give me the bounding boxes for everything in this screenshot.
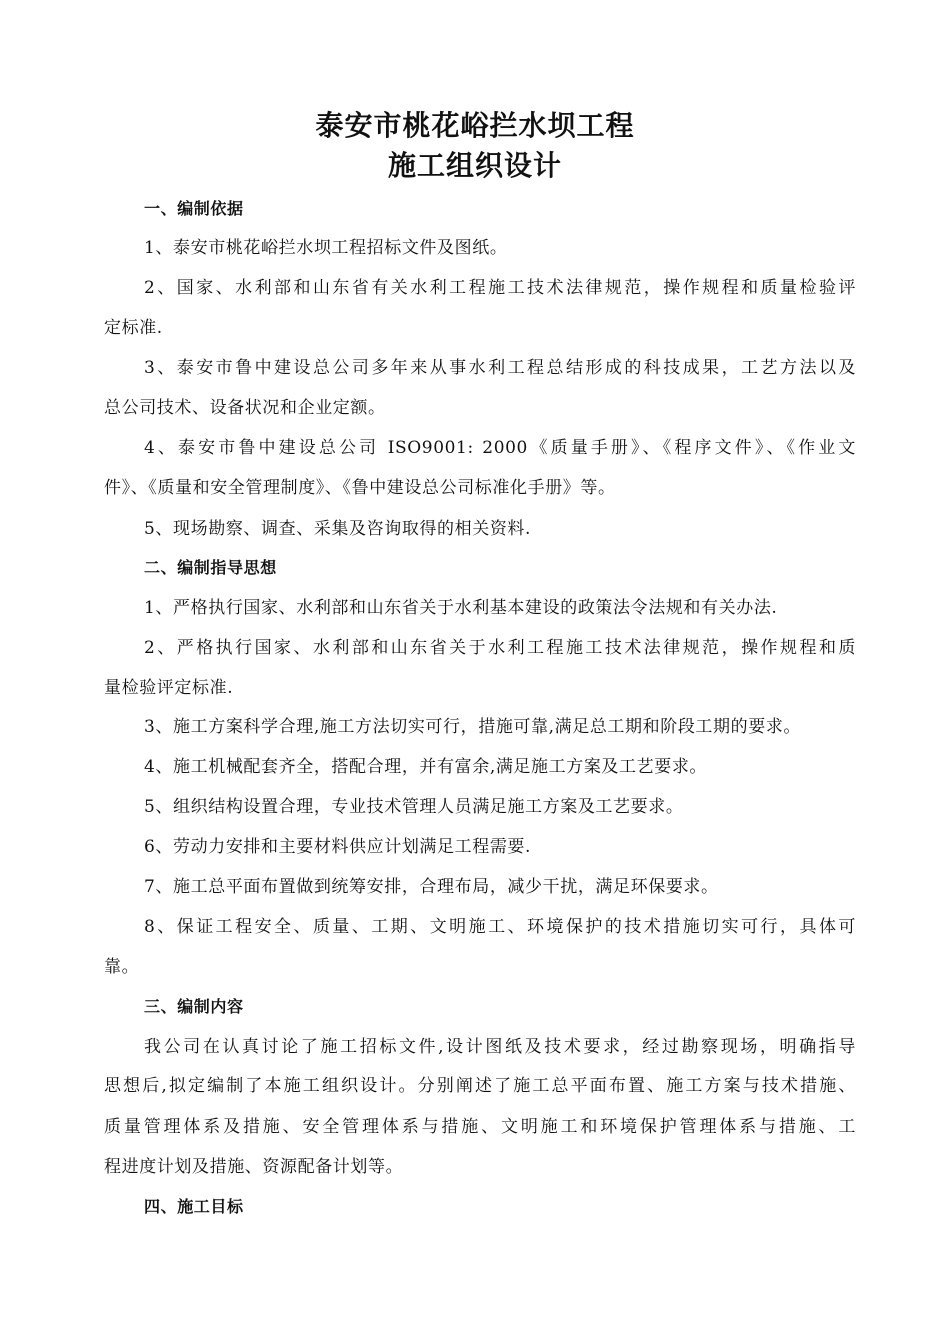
paragraph-line: 靠。 <box>104 957 140 977</box>
paragraph-line: 8、保证工程安全、质量、工期、文明施工、环境保护的技术措施切实可行，具体可 <box>144 917 856 937</box>
paragraph-line: 3、施工方案科学合理,施工方法切实可行，措施可靠,满足总工期和阶段工期的要求。 <box>144 717 802 737</box>
paragraph-line: 程进度计划及措施、资源配备计划等。 <box>104 1157 404 1177</box>
paragraph-line: 2、国家、水利部和山东省有关水利工程施工技术法律规范，操作规程和质量检验评 <box>144 278 856 298</box>
paragraph-line: 5、组织结构设置合理，专业技术管理人员满足施工方案及工艺要求。 <box>144 797 684 817</box>
paragraph-line: 思想后,拟定编制了本施工组织设计。分别阐述了施工总平面布置、施工方案与技术措施、 <box>104 1076 856 1096</box>
document-title: 泰安市桃花峪拦水坝工程 <box>315 109 635 142</box>
section-heading-basis: 一、编制依据 <box>144 199 244 218</box>
paragraph-line: 7、施工总平面布置做到统筹安排，合理布局，减少干扰，满足环保要求。 <box>144 877 719 897</box>
section-heading-content: 三、编制内容 <box>144 997 244 1016</box>
paragraph-line: 6、劳动力安排和主要材料供应计划满足工程需要. <box>144 837 532 857</box>
section-heading-guiding-ideas: 二、编制指导思想 <box>144 558 277 577</box>
paragraph-line: 质量管理体系及措施、安全管理体系与措施、文明施工和环境保护管理体系与措施、工 <box>104 1117 856 1137</box>
paragraph-line: 1、严格执行国家、水利部和山东省关于水利基本建设的政策法令法规和有关办法. <box>144 598 778 618</box>
section-heading-goals: 四、施工目标 <box>144 1197 244 1216</box>
paragraph-line: 4、施工机械配套齐全，搭配合理，并有富余,满足施工方案及工艺要求。 <box>144 757 708 777</box>
paragraph-line: 我公司在认真讨论了施工招标文件,设计图纸及技术要求，经过勘察现场，明确指导 <box>144 1037 856 1057</box>
paragraph-line: 5、现场勘察、调查、采集及咨询取得的相关资料. <box>144 519 532 539</box>
paragraph-line: 4、泰安市鲁中建设总公司 ISO9001: 2000《质量手册》、《程序文件》、《作业文 <box>144 438 856 458</box>
paragraph-line: 总公司技术、设备状况和企业定额。 <box>104 398 386 418</box>
paragraph-line: 1、泰安市桃花峪拦水坝工程招标文件及图纸。 <box>144 238 508 258</box>
paragraph-line: 2、严格执行国家、水利部和山东省关于水利工程施工技术法律规范，操作规程和质 <box>144 638 856 658</box>
paragraph-line: 件》、《质量和安全管理制度》、《鲁中建设总公司标准化手册》等。 <box>104 478 616 498</box>
paragraph-line: 3、泰安市鲁中建设总公司多年来从事水利工程总结形成的科技成果，工艺方法以及 <box>144 358 856 378</box>
document-subtitle: 施工组织设计 <box>387 149 562 182</box>
paragraph-line: 定标准. <box>104 318 163 338</box>
paragraph-line: 量检验评定标准. <box>104 678 234 698</box>
